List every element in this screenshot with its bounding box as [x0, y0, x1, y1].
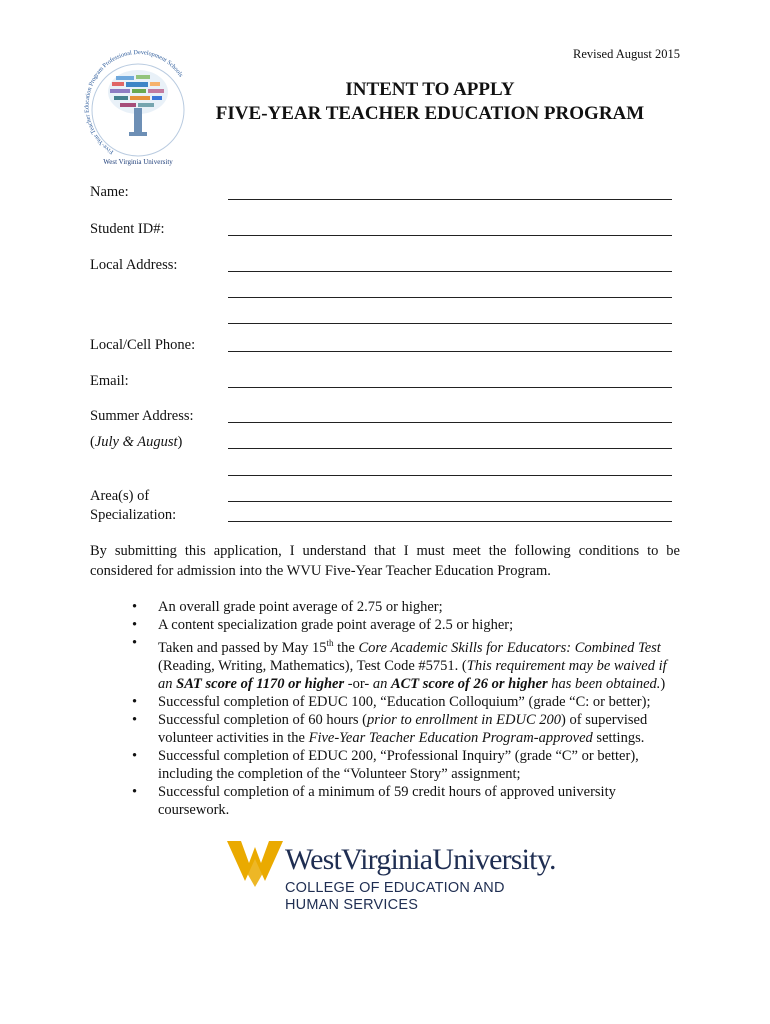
local-address-line-3[interactable] — [228, 323, 672, 324]
bullet-icon: • — [132, 783, 138, 800]
college-line-2: HUMAN SERVICES — [285, 897, 419, 913]
phone-line[interactable] — [228, 351, 672, 352]
area-line-1[interactable] — [228, 501, 672, 502]
area-line-2[interactable] — [228, 521, 672, 522]
volunteer-d: settings. — [592, 729, 645, 746]
core-test-g: has been obtained. — [547, 675, 661, 692]
condition-educ200 — [108, 747, 668, 783]
core-test-h: ) — [660, 675, 666, 692]
core-test-e: -or- — [344, 675, 373, 692]
core-test-sup: th — [326, 638, 334, 648]
wvu-name: WestVirginiaUniversity. — [285, 843, 556, 876]
name-line[interactable] — [228, 199, 672, 200]
email-line[interactable] — [228, 387, 672, 388]
summer-address-line-1[interactable] — [228, 422, 672, 423]
bullet-icon: • — [132, 599, 138, 615]
logo-ring-text: Five-Year Teacher Education Program Professional Development Schools — [83, 48, 185, 156]
condition-educ100 — [108, 693, 668, 711]
intro-line-2: considered for admission into the WVU Five-Year Teacher Education Program. — [90, 563, 551, 579]
flying-wv-icon — [227, 835, 283, 887]
student-id-line[interactable] — [228, 235, 672, 236]
condition-volunteer — [108, 711, 668, 747]
wvu-logo — [227, 833, 557, 923]
core-test-c: (Reading, Writing, Mathematics), Test Code #5751. ( — [158, 657, 467, 674]
volunteer-a: Successful completion of 60 hours ( — [158, 711, 368, 728]
core-test-a: Taken and passed by May 15 — [158, 639, 327, 656]
bullet-icon: • — [132, 693, 138, 710]
revised-date: Revised August 2015 — [573, 47, 680, 61]
phone-label: Local/Cell Phone: — [90, 337, 196, 353]
volunteer-em: prior to enrollment in EDUC 200 — [367, 711, 562, 728]
condition-gpa-text: An overall grade point average of 2.75 or higher; — [158, 599, 443, 615]
core-test-name: Core Academic Skills for Educators: Combined Test — [358, 639, 661, 656]
condition-content-gpa-text: A content specialization grade point average of 2.5 or higher; — [158, 617, 514, 633]
condition-gpa — [108, 598, 668, 616]
core-test-d: This requirement may be waived if an — [158, 657, 667, 692]
bullet-icon: • — [132, 711, 138, 728]
bullet-icon: • — [132, 747, 138, 764]
condition-educ100-text: Successful completion of EDUC 100, “Education Colloquium” (grade “C: or better); — [158, 693, 651, 710]
core-test-sat: SAT score of 1170 or higher — [176, 675, 345, 692]
conditions-list — [108, 598, 668, 819]
bullet-icon: • — [132, 635, 138, 651]
logo-bottom-text: West Virginia University — [103, 158, 173, 166]
title-line-1: INTENT TO APPLY — [345, 79, 515, 100]
area-label-line-1: Area(s) of — [90, 488, 150, 504]
intro-paragraph — [90, 541, 680, 581]
email-label: Email: — [90, 373, 129, 389]
volunteer-approved: -approved — [533, 729, 593, 746]
local-address-line-2[interactable] — [228, 297, 672, 298]
name-label: Name: — [90, 184, 129, 200]
core-test-f: an — [372, 675, 391, 692]
summer-address-line-3[interactable] — [228, 475, 672, 476]
volunteer-b: ) of supervised volunteer activities in the — [158, 711, 648, 746]
condition-credit-hours — [108, 783, 668, 819]
summer-note-label: (July & August) — [90, 434, 183, 450]
local-address-line-1[interactable] — [228, 271, 672, 272]
local-address-label: Local Address: — [90, 257, 178, 273]
college-line-1: COLLEGE OF EDUCATION AND — [285, 880, 505, 896]
condition-educ200-text: Successful completion of EDUC 200, “Professional Inquiry” (grade “C” or better), including the completion of the “Volunteer Story” assignment; — [158, 747, 639, 782]
bullet-icon: • — [132, 617, 138, 633]
volunteer-program: Five-Year Teacher Education Program — [308, 729, 534, 746]
student-id-label: Student ID#: — [90, 221, 165, 237]
summer-note-text: July & August — [94, 434, 178, 450]
intro-line-1: By submitting this application, I understand that I must meet the following conditions to be — [90, 543, 680, 559]
condition-core-test — [108, 634, 668, 693]
condition-content-gpa — [108, 616, 668, 634]
college-name — [285, 880, 505, 914]
summer-address-line-2[interactable] — [228, 448, 672, 449]
core-test-b: the — [333, 639, 359, 656]
condition-credit-hours-text: Successful completion of a minimum of 59 credit hours of approved university coursework. — [158, 783, 616, 818]
page-title — [150, 78, 710, 126]
title-line-2: FIVE-YEAR TEACHER EDUCATION PROGRAM — [215, 103, 645, 124]
area-label-line-2: Specialization: — [90, 507, 177, 523]
core-test-act: ACT score of 26 or higher — [390, 675, 548, 692]
summer-address-label: Summer Address: — [90, 408, 194, 424]
